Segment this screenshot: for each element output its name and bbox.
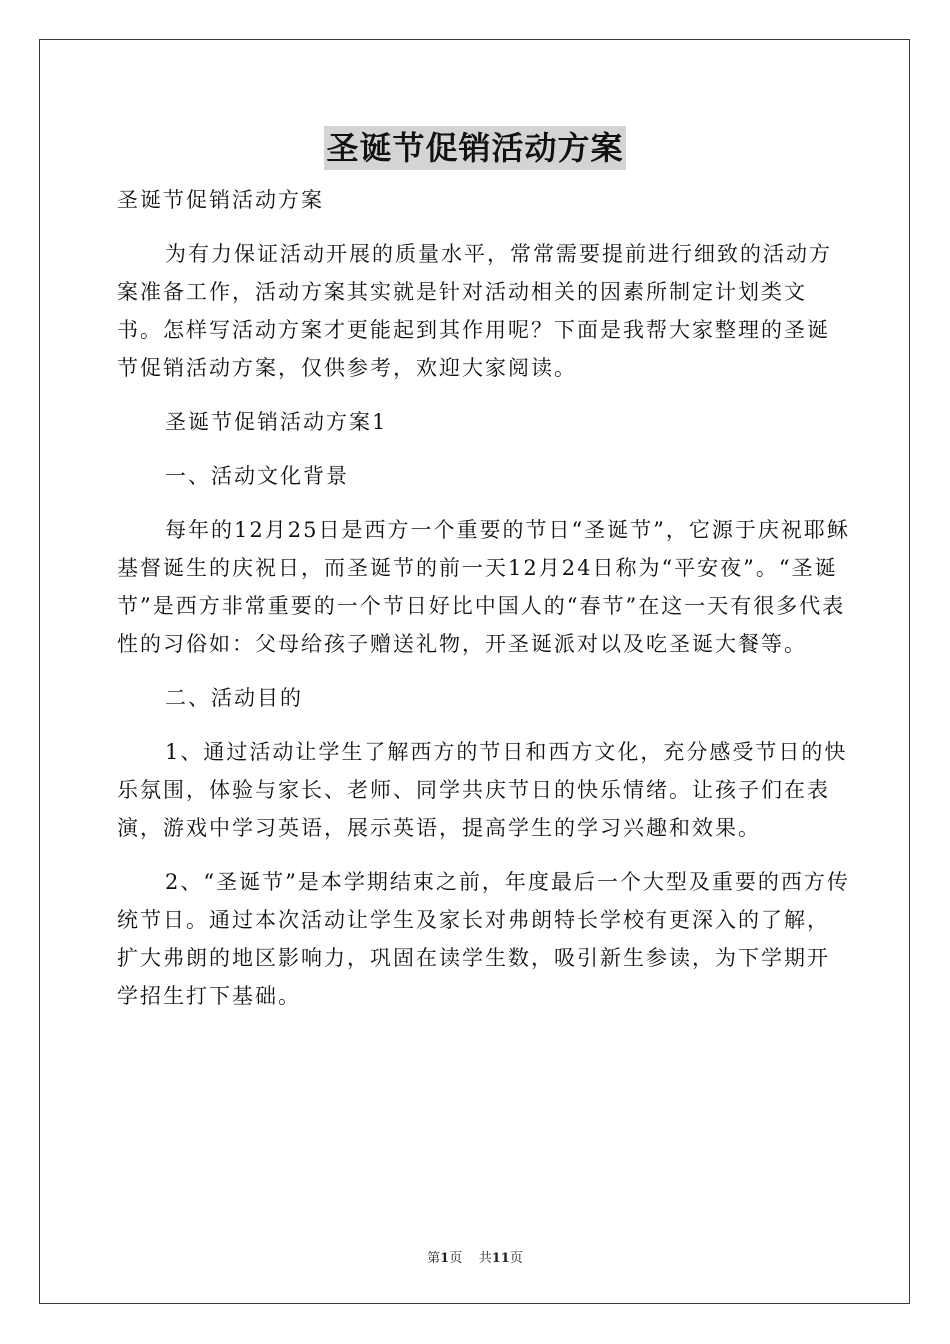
document-title: 圣诞节促销活动方案 (324, 126, 625, 170)
page-prefix: 第 (427, 1251, 441, 1266)
page-current: 1 (440, 1251, 450, 1266)
page-suffix: 页 (449, 1251, 463, 1266)
section-heading: 二、活动目的 (165, 686, 303, 710)
body-paragraph: 1、通过活动让学生了解西方的节日和西方文化，充分感受节日的快乐氛围，体验与家长、老师、同学共庆节日的快乐情绪。让孩子们在表演，游戏中学习英语，展示英语，提高学生的学习兴趣和效果。 (117, 740, 848, 840)
body-paragraph: 2、“圣诞节”是本学期结束之前，年度最后一个大型及重要的西方传统节日。通过本次活动让学生及家长对弗朗特长学校有更深入的了解，扩大弗朗的地区影响力，巩固在读学生数，吸引新生参读，为下学期开学招生打下基础。 (117, 870, 850, 1008)
section-heading: 一、活动文化背景 (165, 464, 349, 488)
section-heading: 圣诞节促销活动方案1 (165, 410, 388, 434)
document-subtitle: 圣诞节促销活动方案 (117, 188, 324, 212)
title-block (0, 126, 950, 170)
intro-paragraph: 为有力保证活动开展的质量水平，常常需要提前进行细致的活动方案准备工作，活动方案其实就是针对活动相关的因素所制定计划类文书。怎样写活动方案才更能起到其作用呢？下面是我帮大家整理的圣诞节促销活动方案，仅供参考，欢迎大家阅读。 (117, 242, 832, 380)
page-footer (0, 1247, 950, 1266)
document-body (117, 181, 852, 1015)
body-paragraph: 每年的12月25日是西方一个重要的节日“圣诞节”，它源于庆祝耶稣基督诞生的庆祝日，而圣诞节的前一天12月24日称为“平安夜”。“圣诞节”是西方非常重要的一个节日好比中国人的“春节”在这一天有很多代表性的习俗如：父母给孩子赠送礼物，开圣诞派对以及吃圣诞大餐等。 (117, 518, 850, 656)
total-prefix: 共 (478, 1251, 492, 1266)
page-total: 11 (491, 1251, 510, 1266)
total-suffix: 页 (509, 1251, 523, 1266)
